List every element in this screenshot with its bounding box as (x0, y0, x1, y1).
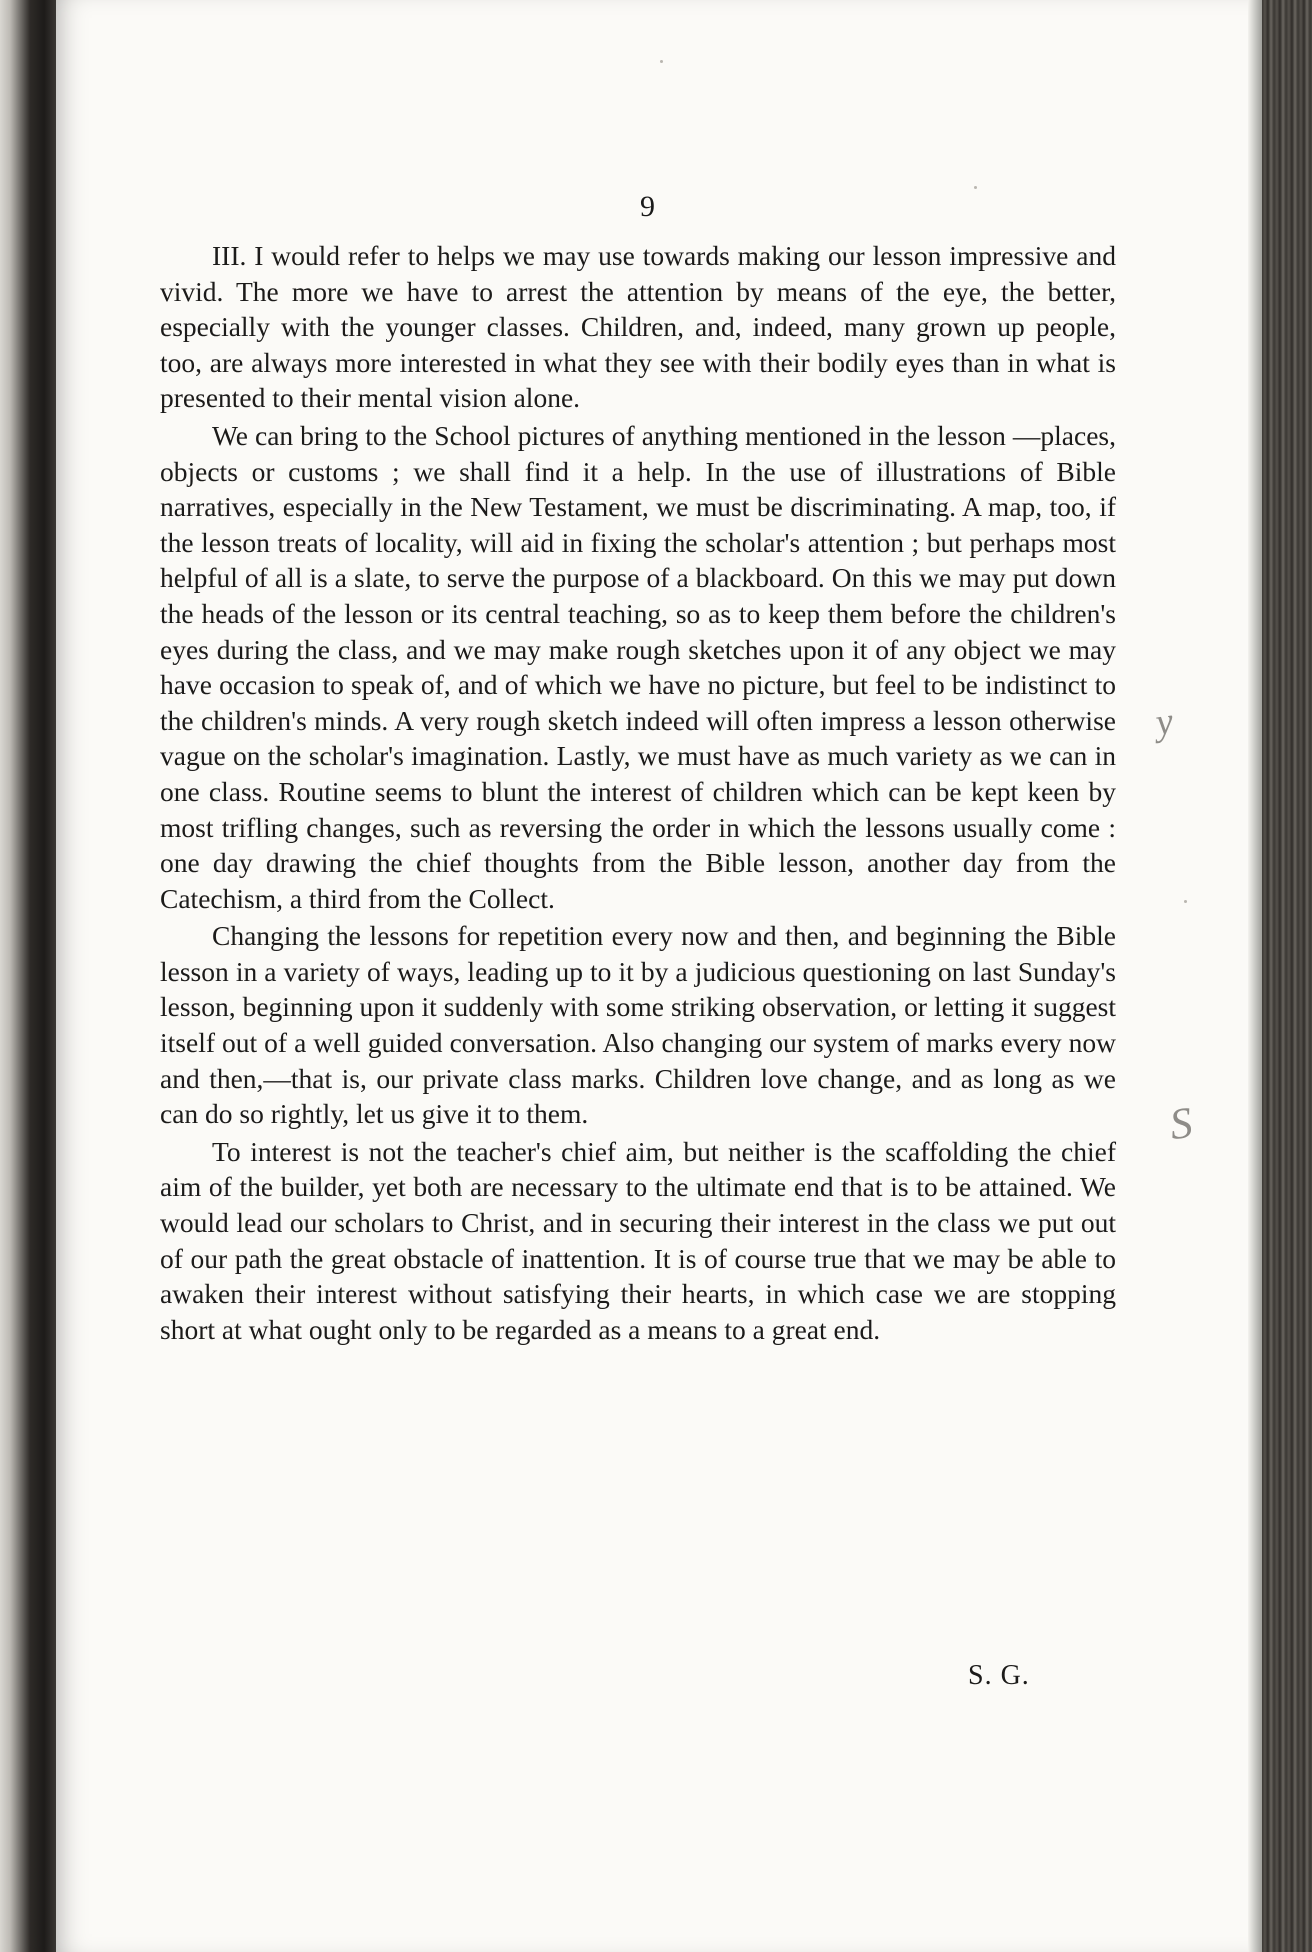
paragraph-4: To interest is not the teacher's chief aim, but neither is the scaffolding the chief aim of the builder, yet both are necessary to the ultimate end that is to be attained. We would lead our scholars to Christ, and in securing their interest in the class we put out of our path the great obstacle of inattention. It is of course true that we may be able to awaken their interest without satisfying their hearts, in which case we are stopping short at what ought only to be regarded as a means to a great end. (160, 1135, 1116, 1345)
paper-speck (660, 60, 663, 63)
margin-mark-correction: y (1153, 700, 1176, 744)
margin-mark-insertion: S (1166, 1097, 1196, 1150)
paragraph-3: Changing the lessons for repetition every now and then, and beginning the Bible lesson in a variety of ways, leading up to it by a judicious questioning on last Sunday's lesson, beginning upon it suddenly with some striking observation, or letting it suggest itself out of a well guided conversation. Also changing our system of marks every now and then,—that is, our private class marks. Children love change, and as long as we can do so rightly, let us give it to them. (160, 920, 1116, 1130)
book-edge (1262, 0, 1312, 1952)
book-binding (0, 0, 56, 1952)
page-number: 9 (640, 190, 655, 223)
paragraph-1: III. I would refer to helps we may use towards making our lesson impressive and vivid. The more we have to arrest the attention by means of the eye, the better, especially with the younger classes. Children, and, indeed, many grown up people, too, are always more interested in what they see with their bodily eyes than in what is presented to their mental vision alone. (160, 240, 1116, 414)
paper-speck (1184, 900, 1187, 903)
book-page (56, 0, 1248, 1952)
paragraph-2: We can bring to the School pictures of anything mentioned in the lesson —places, objects or customs ; we shall find it a help. In the use of illustrations of Bible narratives, especially in the New Testament, we must be discriminating. A map, too, if the lesson treats of locality, will aid in fixing the scholar's attention ; but perhaps most helpful of all is a slate, to serve the purpose of a blackboard. On this we may put down the heads of the lesson or its central teaching, so as to keep them before the children's eyes during the class, and we may make rough sketches upon it of any object we may have occasion to speak of, and of which we have no picture, but feel to be indistinct to the children's minds. A very rough sketch indeed will often impress a lesson otherwise vague on the scholar's imagination. Lastly, we must have as much variety as we can in one class. Routine seems to blunt the interest of children which can be kept keen by most trifling changes, such as reversing the order in which the lessons usually come : one day drawing the chief thoughts from the Bible lesson, another day from the Catechism, a third from the Collect. (160, 419, 1116, 914)
author-signature: S. G. (968, 1660, 1030, 1691)
page-edge-shadow (1248, 0, 1262, 1952)
body-text (160, 238, 1116, 1347)
paper-speck (974, 186, 977, 189)
